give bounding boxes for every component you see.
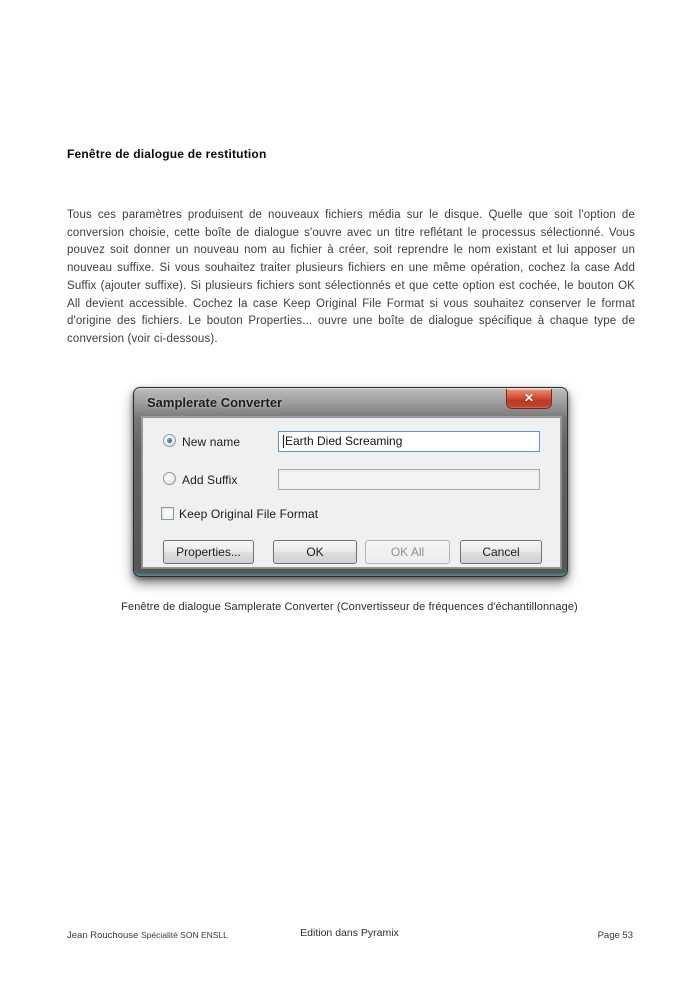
dialog-title: Samplerate Converter xyxy=(147,395,283,410)
samplerate-converter-dialog xyxy=(133,387,568,577)
cancel-button[interactable]: Cancel xyxy=(460,540,542,564)
new-name-input[interactable] xyxy=(278,431,540,452)
add-suffix-label: Add Suffix xyxy=(182,473,238,487)
ok-all-button[interactable]: OK All xyxy=(365,540,450,564)
footer-document-title: Edition dans Pyramix xyxy=(300,927,399,939)
new-name-value: Earth Died Screaming xyxy=(285,434,403,448)
add-suffix-input[interactable] xyxy=(278,469,540,490)
figure-caption: Fenêtre de dialogue Samplerate Converter (Convertisseur de fréquences d'échantillonnage) xyxy=(121,601,578,613)
text-caret xyxy=(283,435,284,448)
body-paragraph: Tous ces paramètres produisent de nouveaux fichiers média sur le disque. Quelle que soit l'option de conversion choisie, cette boîte de dialogue s'ouvre avec un titre reflétant le processus sélectionné. Vous pouvez soit donner un nouveau nom au fichier à créer, soit reprendre le nom existant et lui apposer un nouveau suffixe. Si vous souhaitez traiter plusieurs fichiers en une même opération, cochez la case Add Suffix (ajouter suffixe). Si plusieurs fichiers sont sélectionnés et que cette option est cochée, le bouton OK All devient accessible. Cochez la case Keep Original File Format si vous souhaitez conserver le format d'origine des fichiers. Le bouton Properties... ouvre une boîte de dialogue spécifique à chaque type de conversion (voir ci-dessous). xyxy=(67,209,635,345)
footer-author-detail: Spécialité SON ENSLL xyxy=(140,930,228,940)
footer-author-name: Jean Rouchouse xyxy=(67,930,139,941)
dialog-titlebar[interactable] xyxy=(134,388,567,417)
ok-button[interactable]: OK xyxy=(273,540,357,564)
radio-dot xyxy=(167,438,172,443)
close-icon[interactable]: ✕ xyxy=(506,389,552,409)
dialog-client-area xyxy=(142,417,561,568)
new-name-radio[interactable] xyxy=(163,434,176,447)
keep-format-checkbox[interactable] xyxy=(161,507,174,520)
new-name-label: New name xyxy=(182,435,241,449)
properties-button[interactable]: Properties... xyxy=(163,540,254,564)
section-heading: Fenêtre de dialogue de restitution xyxy=(67,147,267,161)
add-suffix-radio[interactable] xyxy=(163,472,176,485)
footer-page-number: Page 53 xyxy=(597,930,633,941)
keep-format-label: Keep Original File Format xyxy=(179,507,319,521)
